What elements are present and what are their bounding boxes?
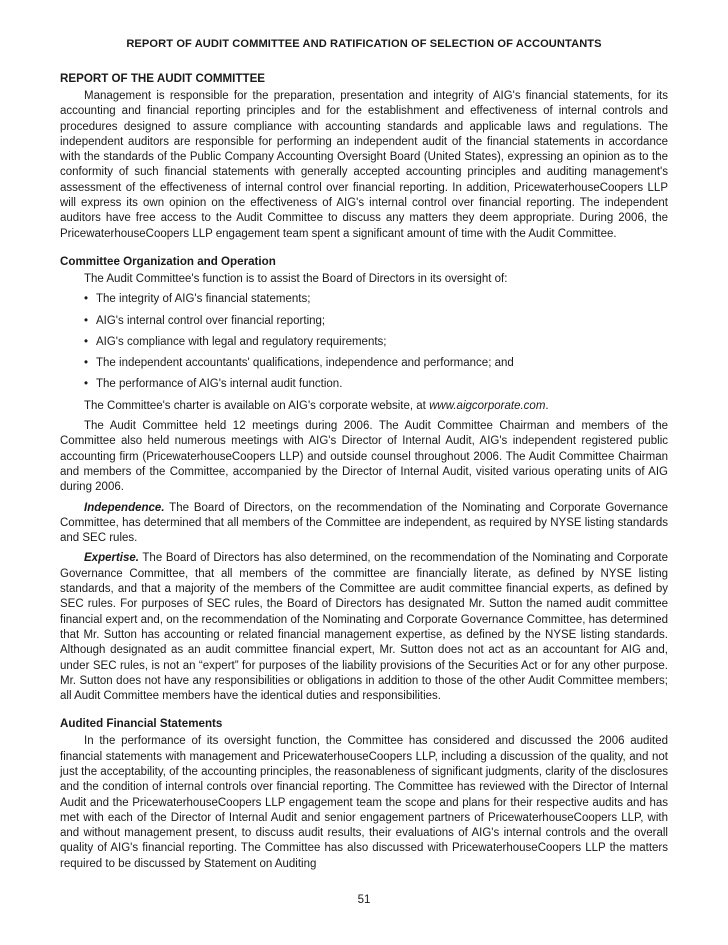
bullet-icon: • [84, 314, 89, 327]
bullet-icon: • [84, 335, 89, 348]
independence-text: The Board of Directors, on the recommendation of the Nominating and Corporate Governance Committee, has determined that all members of the Committee are independent, as required by NYSE listing standards and SEC rules. [60, 501, 668, 545]
expertise-lead: Expertise. [84, 552, 139, 565]
list-item [84, 292, 668, 307]
independence-lead: Independence. [84, 501, 165, 514]
section-heading-committee-organization: Committee Organization and Operation [60, 254, 276, 268]
expertise-text: The Board of Directors has also determined, on the recommendation of the Nominating and Corporate Governance Committee, that all members of the committee are financially literate, as defined by NYSE listing standards, and that a majority of the members of the Committee are audit committee financial experts, as defined by SEC rules. For purposes of SEC rules, the Board of Directors has designated Mr. Sutton the named audit committee financial expert and, on the recommendation of the Nominating and Corporate Governance Committee, has determined that Mr. Sutton has accounting or related financial management expertise, as defined by the NYSE listing standards. Although designated as an audit committee financial expert, Mr. Sutton does not act as an accountant for AIG and, under SEC rules, is not an “expert” for purposes of the liability provisions of the Securities Act or for any other purpose. Mr. Sutton does not have any responsibilities or obligations in addition to those of the other Audit Committee members; all Audit Committee members have the identical duties and responsibilities. [60, 552, 668, 703]
list-item [84, 377, 668, 392]
list-item-text: The independent accountants' qualifications, independence and performance; and [96, 357, 514, 370]
bullet-icon: • [84, 378, 89, 391]
expertise-paragraph [60, 551, 668, 704]
document-title: REPORT OF AUDIT COMMITTEE AND RATIFICATION OF SELECTION OF ACCOUNTANTS [126, 38, 602, 50]
list-item-text: The integrity of AIG's financial statements; [96, 293, 311, 306]
list-item-text: AIG's compliance with legal and regulatory requirements; [96, 335, 387, 348]
charter-end: . [545, 399, 549, 412]
audited-statements-paragraph: In the performance of its oversight function, the Committee has considered and discussed the 2006 audited financial statements with management and PricewaterhouseCoopers LLP, including a discussion of the quality, and not just the acceptability, of the accounting principles, the reasonableness of significant judgments, clarity of the disclosures and the condition of internal controls over financial reporting. The Committee has reviewed with the Director of Internal Audit and the PricewaterhouseCoopers LLP engagement team the scope and plans for their respective audits and has met with each of the Director of Internal Audit and senior engagement partners of PricewaterhouseCoopers LLP, with and without management present, to discuss audit results, their evaluations of AIG's internal controls and the overall quality of AIG's financial reporting. The Committee has also discussed with PricewaterhouseCoopers LLP the matters required to be discussed by Statement on Auditing [60, 735, 668, 870]
oversight-bullet-list [60, 292, 668, 392]
independence-paragraph [60, 501, 668, 547]
charter-paragraph [60, 399, 668, 414]
bullet-icon: • [84, 293, 89, 306]
bullet-icon: • [84, 357, 89, 370]
list-item-text: The performance of AIG's internal audit function. [96, 378, 343, 391]
corporate-website-link[interactable]: www.aigcorporate.com [429, 399, 546, 412]
section-heading-audit-committee-report: REPORT OF THE AUDIT COMMITTEE [60, 72, 266, 85]
list-item [84, 314, 668, 329]
document-page [60, 38, 668, 906]
page-number: 51 [357, 894, 371, 906]
committee-function-intro: The Audit Committee's function is to assist the Board of Directors in its oversight of: [84, 272, 508, 285]
meetings-paragraph: The Audit Committee held 12 meetings during 2006. The Audit Committee Chairman and members of the Committee also held numerous meetings with AIG's Director of Internal Audit, AIG's independent registered public accounting firm (PricewaterhouseCoopers LLP) and outside counsel throughout 2006. The Audit Committee Chairman and members of the Committee, accompanied by the Director of Internal Audit, visited various operating units of AIG during 2006. [60, 420, 668, 494]
management-responsibility-paragraph: Management is responsible for the preparation, presentation and integrity of AIG's financial statements, for its accounting and financial reporting principles and for the establishment and effectiveness of internal controls and procedures designed to assure compliance with accounting standards and applicable laws and regulations. The independent auditors are responsible for performing an independent audit of the financial statements in accordance with the standards of the Public Company Accounting Oversight Board (United States), expressing an opinion as to the conformity of such financial statements with generally accepted accounting principles and auditing management's assessment of the effectiveness of internal control over financial reporting. In addition, PricewaterhouseCoopers LLP will express its own opinion on the effectiveness of AIG's internal control over financial reporting. The independent auditors have free access to the Audit Committee to discuss any matters they deem appropriate. During 2006, the PricewaterhouseCoopers LLP engagement team spent a significant amount of time with the Audit Committee. [60, 90, 668, 240]
list-item-text: AIG's internal control over financial reporting; [96, 314, 326, 327]
section-heading-audited-financial-statements: Audited Financial Statements [60, 717, 223, 731]
charter-text: The Committee's charter is available on AIG's corporate website, at [84, 399, 430, 412]
list-item [84, 356, 668, 371]
list-item [84, 335, 668, 350]
